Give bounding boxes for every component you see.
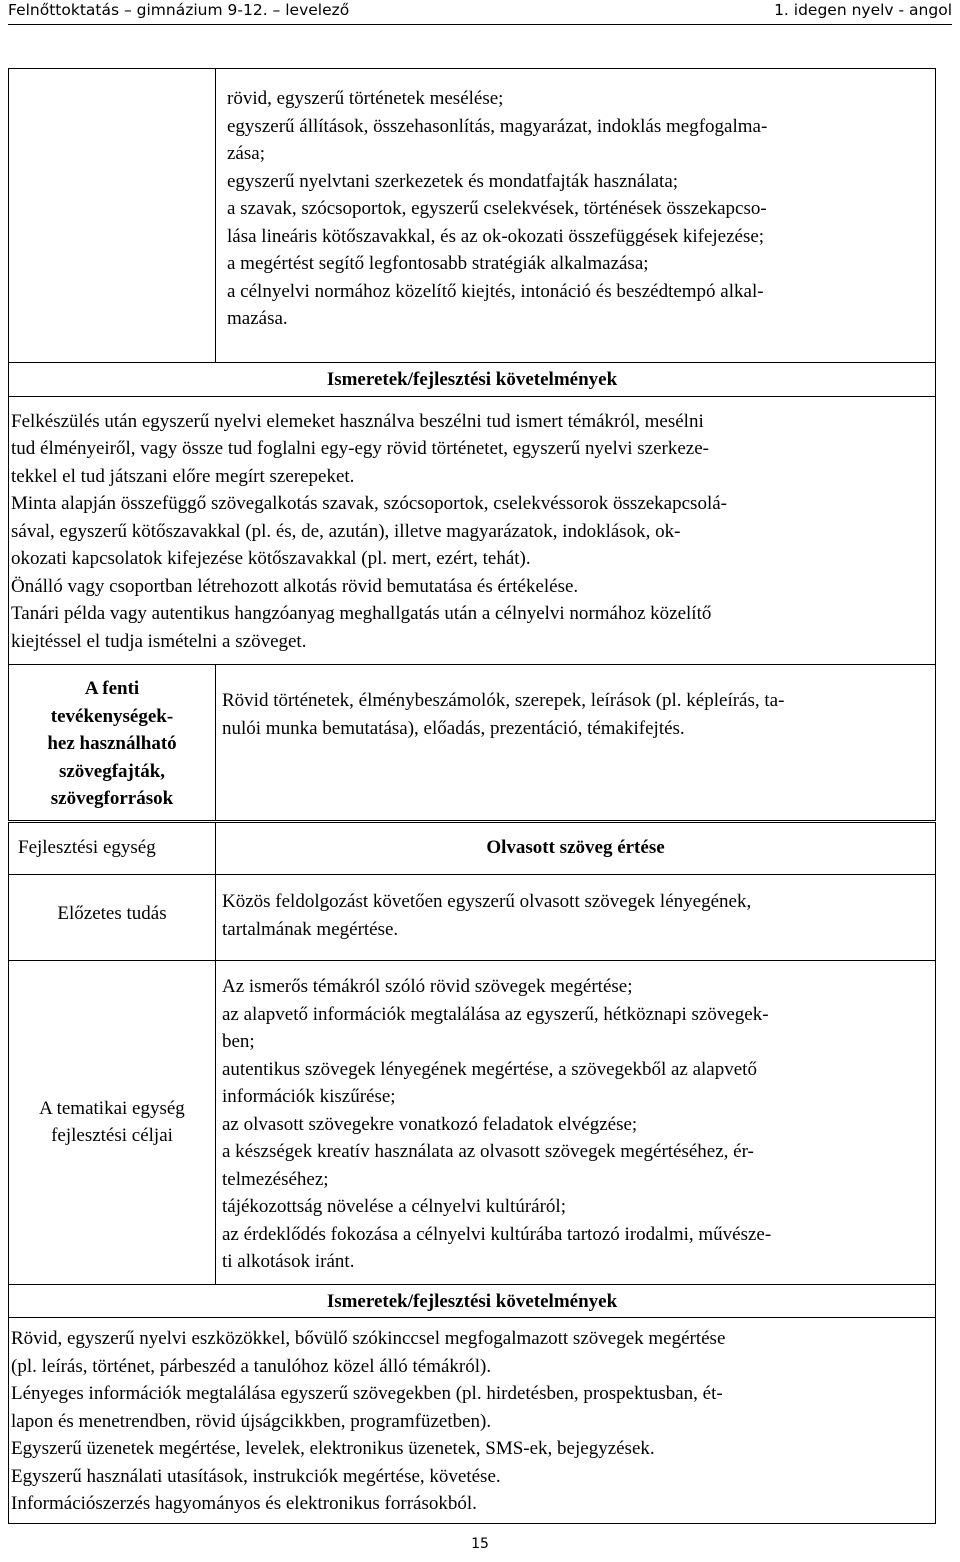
- requirements-list: [11, 408, 931, 656]
- text-line: a készségek kreatív használata az olvasott szövegek megértéséhez, ér-: [222, 1141, 754, 1162]
- header-course-title: Felnőttoktatás – gimnázium 9-12. – levelező: [8, 1, 350, 19]
- text-line: Lényeges információk megtalálása egyszerű szövegekben (pl. hirdetésben, prospektusban, ét-: [11, 1383, 723, 1404]
- goals-row: [9, 69, 936, 363]
- goals-list: [227, 85, 929, 333]
- text-line: Közös feldolgozást követően egyszerű olvasott szövegek lényegének,: [222, 891, 752, 912]
- curriculum-table-2: [8, 822, 936, 1524]
- text-line: egyszerű állítások, összehasonlítás, magyarázat, indoklás megfogalma-: [227, 115, 768, 137]
- requirements-title: Ismeretek/fejlesztési követelmények: [9, 363, 936, 397]
- text-line: lapon és menetrendben, rövid újságcikkben, programfüzetben).: [11, 1410, 492, 1432]
- text-line: Információszerzés hagyományos és elektronikus forrásokból.: [11, 1493, 477, 1514]
- text-line: szövegforrások: [50, 788, 174, 809]
- text-line: sával, egyszerű kötőszavakkal (pl. és, de, azután), illetve magyarázatok, indoklások, ok-: [11, 520, 681, 542]
- text-line: Az ismerős témákról szóló rövid szövegek megértése;: [222, 976, 633, 997]
- dev-goals-label-lines: [9, 1095, 215, 1150]
- goals-cell: [216, 69, 936, 363]
- text-line: Minta alapján összefüggő szövegalkotás szavak, szócsoportok, cselekvéssorok összekapcsolá-: [11, 493, 727, 514]
- requirements-title-row: [9, 363, 936, 397]
- text-types-label-lines: [9, 675, 215, 813]
- text-line: tartalmának megértése.: [222, 918, 399, 940]
- prior-list: [222, 888, 931, 943]
- requirements2-row: [9, 1318, 936, 1524]
- text-line: nulói munka bemutatása), előadás, prezentáció, témakifejtés.: [222, 717, 685, 739]
- text-line: (pl. leírás, történet, párbeszéd a tanulóhoz közel álló témákról).: [11, 1355, 492, 1377]
- goals-label-cell: [9, 69, 216, 363]
- requirements2-title: Ismeretek/fejlesztési követelmények: [9, 1284, 936, 1318]
- page-number: 15: [471, 1536, 489, 1552]
- text-line: lása lineáris kötőszavakkal, és az ok-okozati összefüggések kifejezése;: [227, 225, 765, 247]
- requirements2-cell: [9, 1318, 936, 1524]
- text-line: az érdeklődés fokozása a célnyelvi kultúrába tartozó irodalmi, művésze-: [222, 1223, 772, 1245]
- requirements-row: [9, 396, 936, 665]
- text-types-label: [9, 665, 216, 821]
- text-line: kiejtéssel el tudja ismételni a szöveget.: [11, 630, 307, 652]
- unit-label: Fejlesztési egység: [9, 823, 216, 875]
- requirements2-list: [11, 1325, 931, 1518]
- text-line: szövegfajták,: [58, 760, 166, 782]
- unit-title: Olvasott szöveg értése: [216, 823, 936, 875]
- text-line: telmezéséhez;: [222, 1168, 329, 1190]
- dev-goals-list: [222, 973, 931, 1276]
- text-line: tevékenységek-: [50, 705, 174, 727]
- requirements-cell: [9, 396, 936, 665]
- text-line: tekkel el tud játszani előre megírt szerepeket.: [11, 465, 355, 487]
- text-line: Felkészülés után egyszerű nyelvi elemeket használva beszélni tud ismert témákról, mesélni: [11, 410, 704, 432]
- header-rule: [8, 24, 952, 25]
- text-line: autentikus szövegek lényegének megértése, a szövegekből az alapvető: [222, 1058, 757, 1080]
- prior-cell: [216, 875, 936, 961]
- text-types-cell: [216, 665, 936, 821]
- page-header: [0, 0, 960, 28]
- text-line: Önálló vagy csoportban létrehozott alkotás rövid bemutatása és értékelése.: [11, 575, 579, 597]
- unit-row: [9, 823, 936, 875]
- text-line: A fenti: [84, 678, 140, 699]
- text-line: ben;: [222, 1031, 255, 1052]
- text-types-list: [222, 687, 931, 742]
- text-line: a szavak, szócsoportok, egyszerű cselekvések, történések összekapcso-: [227, 198, 767, 219]
- text-line: A tematikai egység: [39, 1097, 185, 1119]
- text-line: Rövid, egyszerű nyelvi eszközökkel, bővülő szókinccsel megfogalmazott szövegek megértése: [11, 1328, 726, 1349]
- prior-label: Előzetes tudás: [9, 875, 216, 961]
- text-line: fejlesztési céljai: [51, 1125, 173, 1147]
- text-line: Tanári példa vagy autentikus hangzóanyag meghallgatás után a célnyelvi normához közelítő: [11, 603, 712, 624]
- text-line: információk kiszűrése;: [222, 1086, 396, 1107]
- dev-goals-cell: [216, 961, 936, 1285]
- text-line: rövid, egyszerű történetek mesélése;: [227, 88, 504, 109]
- text-line: a célnyelvi normához közelítő kiejtés, intonáció és beszédtempó alkal-: [227, 280, 764, 302]
- text-line: Rövid történetek, élménybeszámolók, szerepek, leírások (pl. képleírás, ta-: [222, 690, 785, 711]
- text-line: egyszerű nyelvtani szerkezetek és mondatfajták használata;: [227, 170, 679, 192]
- text-types-row: [9, 665, 936, 821]
- text-line: hez használható: [47, 733, 177, 754]
- text-line: a megértést segítő legfontosabb stratégiák alkalmazása;: [227, 253, 649, 274]
- text-line: Egyszerű üzenetek megértése, levelek, elektronikus üzenetek, SMS-ek, bejegyzések.: [11, 1438, 655, 1459]
- text-line: Egyszerű használati utasítások, instrukciók megértése, követése.: [11, 1465, 501, 1487]
- text-line: ti alkotások iránt.: [222, 1251, 355, 1272]
- dev-goals-label: [9, 961, 216, 1285]
- text-line: az alapvető információk megtalálása az egyszerű, hétköznapi szövegek-: [222, 1003, 769, 1025]
- requirements2-title-row: [9, 1284, 936, 1318]
- text-line: tájékozottság növelése a célnyelvi kultúráról;: [222, 1196, 566, 1217]
- header-subject: 1. idegen nyelv - angol: [774, 1, 952, 19]
- text-line: zása;: [227, 143, 265, 164]
- text-line: mazása.: [227, 308, 288, 329]
- prior-row: [9, 875, 936, 961]
- curriculum-table-1: [8, 68, 936, 821]
- text-line: tud élményeiről, vagy össze tud foglalni egy-egy rövid történetet, egyszerű nyelvi szerkeze-: [11, 438, 709, 459]
- text-line: az olvasott szövegekre vonatkozó feladatok elvégzése;: [222, 1113, 638, 1135]
- dev-goals-row: [9, 961, 936, 1285]
- text-line: okozati kapcsolatok kifejezése kötőszavakkal (pl. mert, ezért, tehát).: [11, 548, 531, 569]
